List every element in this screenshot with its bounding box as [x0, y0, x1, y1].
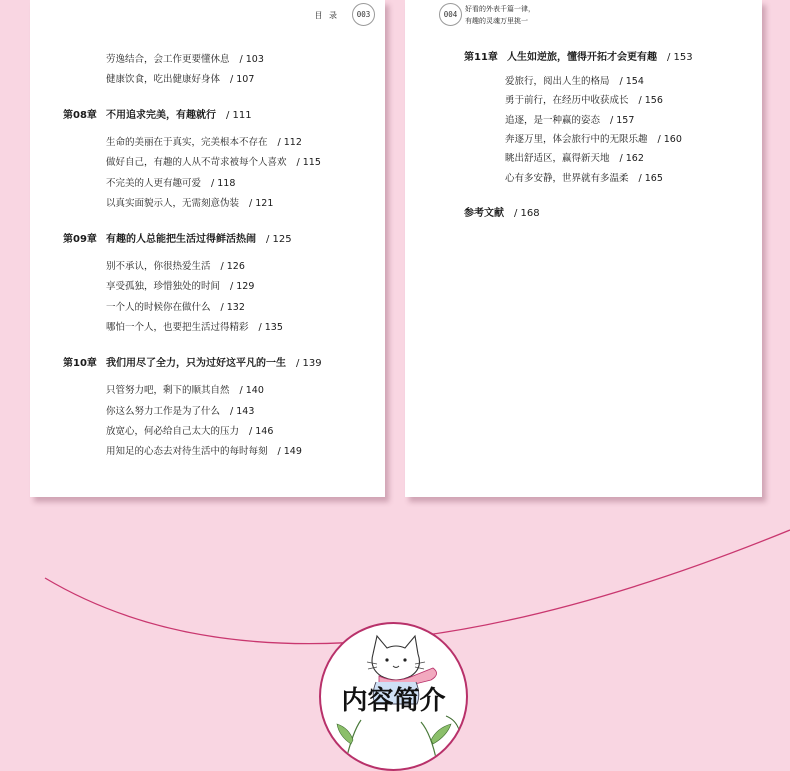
toc-entry[interactable] — [106, 425, 273, 438]
toc-entry-page: / 112 — [277, 137, 302, 148]
toc-entry-text: 心有多安静，世界就有多温柔 — [505, 173, 629, 184]
toc-entry-text: 奔逐万里，体会旅行中的无限乐趣 — [505, 134, 648, 145]
toc-entry[interactable] — [106, 321, 283, 334]
toc-entry-text: 别不承认，你很热爱生活 — [106, 261, 211, 272]
chapter-heading-08[interactable] — [63, 109, 252, 122]
toc-entry-page: / 160 — [657, 134, 682, 145]
section-badge — [319, 622, 468, 771]
references-page: / 168 — [514, 208, 540, 219]
chapter-label: 第11章 — [464, 52, 498, 63]
toc-entry[interactable] — [106, 301, 245, 314]
chapter-heading-11[interactable] — [464, 51, 693, 64]
toc-entry-text: 眺出舒适区，赢得新天地 — [505, 153, 610, 164]
chapter-page: / 111 — [226, 110, 252, 121]
toc-entry[interactable] — [505, 75, 644, 88]
toc-entry-page: / 149 — [277, 446, 302, 457]
motto-line: 有趣的灵魂万里挑一 — [465, 17, 528, 25]
toc-entry-text: 做好自己，有趣的人从不苛求被每个人喜欢 — [106, 157, 287, 168]
toc-entry-page: / 107 — [230, 74, 255, 85]
toc-entry-page: / 118 — [211, 178, 236, 189]
toc-entry-text: 生命的美丽在于真实，完美根本不存在 — [106, 137, 268, 148]
section-title: 内容简介 — [341, 686, 446, 716]
motto-line: 好看的外表千篇一律， — [465, 5, 535, 13]
chapter-heading-09[interactable] — [63, 233, 292, 246]
toc-entry-text: 放宽心，何必给自己太大的压力 — [106, 426, 240, 437]
toc-entry-text: 追逐，是一种赢的姿态 — [505, 115, 601, 126]
page-header-motto — [465, 3, 535, 27]
chapter-page: / 139 — [296, 358, 322, 369]
toc-entry-text: 爱旅行，阅出人生的格局 — [505, 76, 610, 87]
toc-entry[interactable] — [106, 177, 235, 190]
toc-entry-page: / 146 — [249, 426, 274, 437]
toc-entry-text: 只管努力吧，剩下的顺其自然 — [106, 385, 230, 396]
toc-entry-page: / 126 — [220, 261, 245, 272]
toc-entry-page: / 143 — [230, 406, 255, 417]
toc-entry[interactable] — [505, 114, 634, 127]
toc-entry[interactable] — [505, 133, 682, 146]
references-heading[interactable] — [464, 207, 540, 220]
chapter-title: 我们用尽了全力，只为过好这平凡的一生 — [106, 358, 286, 369]
chapter-page: / 153 — [667, 52, 693, 63]
toc-entry-page: / 157 — [610, 115, 635, 126]
toc-entry[interactable] — [106, 260, 245, 273]
toc-entry-text: 哪怕一个人，也要把生活过得精彩 — [106, 322, 249, 333]
toc-entry-page: / 115 — [296, 157, 321, 168]
toc-entry-page: / 140 — [239, 385, 264, 396]
toc-entry-page: / 154 — [619, 76, 644, 87]
toc-entry-page: / 162 — [619, 153, 644, 164]
toc-entry[interactable] — [505, 172, 663, 185]
toc-entry-text: 享受孤独，珍惜独处的时间 — [106, 281, 221, 292]
toc-entry-text: 用知足的心态去对待生活中的每时每刻 — [106, 446, 268, 457]
toc-entry[interactable] — [106, 384, 264, 397]
chapter-label: 第09章 — [63, 234, 97, 245]
toc-entry-page: / 156 — [638, 95, 663, 106]
toc-entry[interactable] — [106, 136, 302, 149]
toc-entry[interactable] — [106, 197, 273, 210]
page-header-title: 目 录 — [314, 11, 339, 20]
toc-entry[interactable] — [106, 445, 302, 458]
page-number-badge: 004 — [439, 3, 462, 26]
toc-entry[interactable] — [505, 94, 663, 107]
chapter-label: 第10章 — [63, 358, 97, 369]
toc-entry-text: 不完美的人更有趣可爱 — [106, 178, 202, 189]
toc-entry-text: 以真实面貌示人，无需刻意伪装 — [106, 198, 240, 209]
chapter-page: / 125 — [266, 234, 292, 245]
chapter-title: 不用追求完美，有趣就行 — [106, 110, 216, 121]
toc-page-left — [30, 0, 385, 497]
toc-entry[interactable] — [106, 405, 254, 418]
toc-entry-page: / 129 — [230, 281, 255, 292]
chapter-title: 人生如逆旅，懂得开拓才会更有趣 — [507, 52, 657, 63]
toc-page-right — [405, 0, 762, 497]
toc-entry-page: / 135 — [258, 322, 283, 333]
toc-entry[interactable] — [106, 73, 254, 86]
toc-entry-text: 劳逸结合，会工作更要懂休息 — [106, 54, 230, 65]
chapter-heading-10[interactable] — [63, 357, 322, 370]
toc-entry-text: 一个人的时候你在做什么 — [106, 302, 211, 313]
references-title: 参考文献 — [464, 208, 504, 219]
toc-entry-text: 你这么努力工作是为了什么 — [106, 406, 221, 417]
toc-entry-text: 勇于前行，在经历中收获成长 — [505, 95, 629, 106]
toc-entry-text: 健康饮食，吃出健康好身体 — [106, 74, 221, 85]
toc-entry[interactable] — [106, 280, 254, 293]
page-number-badge: 003 — [352, 3, 375, 26]
toc-entry-page: / 103 — [239, 54, 264, 65]
toc-entry-page: / 121 — [249, 198, 274, 209]
chapter-title: 有趣的人总能把生活过得鲜活热闹 — [106, 234, 256, 245]
toc-entry[interactable] — [505, 152, 644, 165]
toc-entry[interactable] — [106, 53, 264, 66]
toc-entry-page: / 165 — [638, 173, 663, 184]
chapter-label: 第08章 — [63, 110, 97, 121]
toc-entry-page: / 132 — [220, 302, 245, 313]
toc-entry[interactable] — [106, 156, 321, 169]
